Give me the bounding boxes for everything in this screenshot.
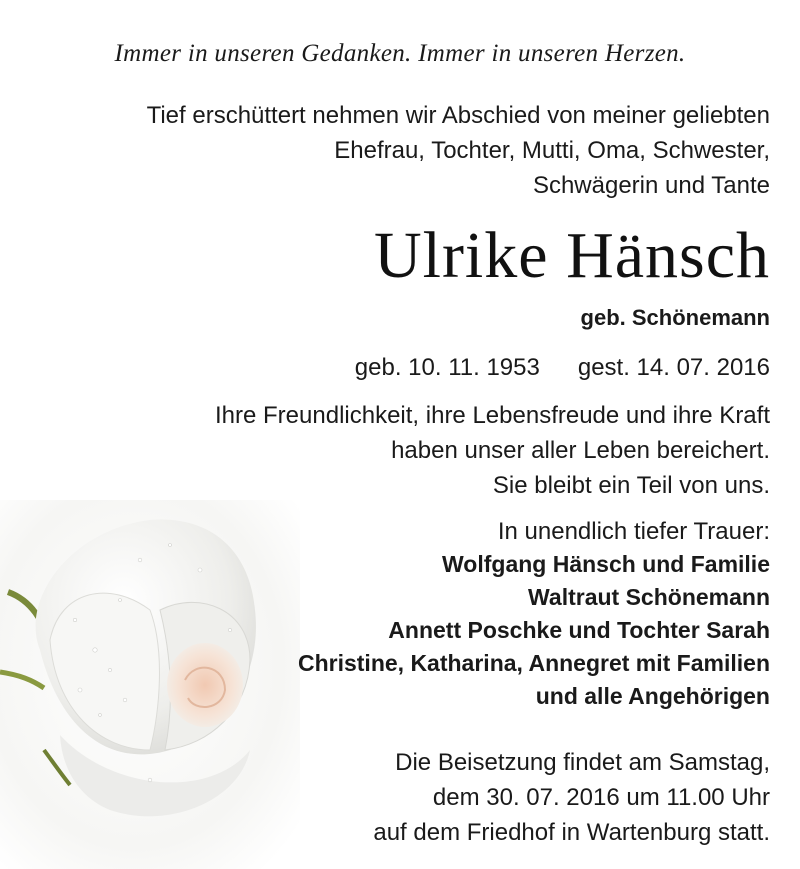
quote-line: Sie bleibt ein Teil von uns. <box>492 472 770 499</box>
white-rose-image <box>0 500 300 869</box>
quote-line: haben unser aller Leben bereichert. <box>391 437 770 464</box>
life-dates <box>355 350 770 386</box>
intro-line: Schwägerin und Tante <box>532 172 770 199</box>
birth-date: geb. 10. 11. 1953 <box>354 354 540 381</box>
intro-text <box>147 98 770 203</box>
mourner-name: und alle Angehörigen <box>535 683 770 709</box>
mourner-name: Christine, Katharina, Annegret mit Familien <box>297 650 770 676</box>
funeral-notice <box>373 745 770 850</box>
funeral-line: auf dem Friedhof in Wartenburg statt. <box>373 819 770 846</box>
mourner-name: Annett Poschke und Tochter Sarah <box>388 617 770 643</box>
funeral-line: Die Beisetzung findet am Samstag, <box>395 749 770 776</box>
funeral-line: dem 30. 07. 2016 um 11.00 Uhr <box>432 784 770 811</box>
maiden-name: geb. Schönemann <box>580 305 770 330</box>
death-date: gest. 14. 07. 2016 <box>577 354 770 381</box>
memorial-quote <box>215 398 770 503</box>
quote-line: Ihre Freundlichkeit, ihre Lebensfreude und ihre Kraft <box>215 402 770 429</box>
intro-line: Ehefrau, Tochter, Mutti, Oma, Schwester, <box>334 137 770 164</box>
deceased-name: Ulrike Hänsch <box>373 219 770 292</box>
mourners-heading: In unendlich tiefer Trauer: <box>497 518 770 545</box>
mourner-name: Waltraut Schönemann <box>528 584 770 610</box>
intro-line: Tief erschüttert nehmen wir Abschied von meiner geliebten <box>146 102 770 129</box>
motto-line: Immer in unseren Gedanken. Immer in unseren Herzen. <box>114 40 686 67</box>
mourner-name: Wolfgang Hänsch und Familie <box>442 551 770 577</box>
mourners-list <box>298 515 770 713</box>
